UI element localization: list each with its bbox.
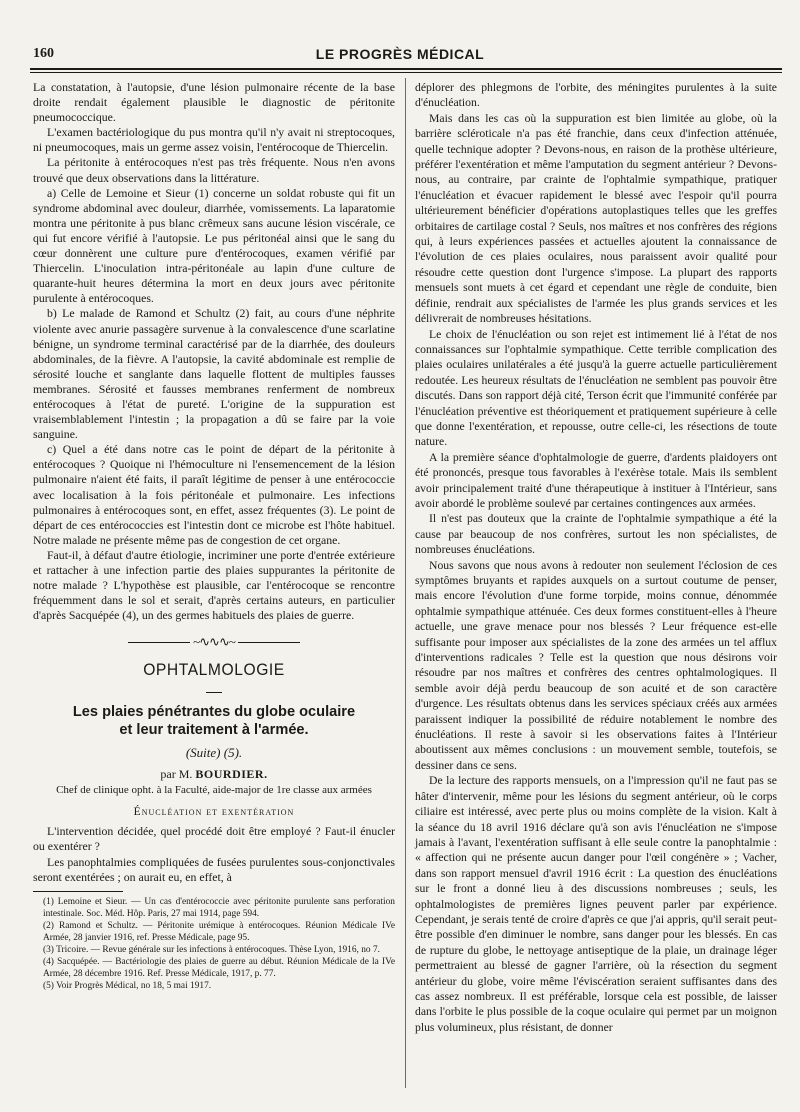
title-dash xyxy=(206,692,222,693)
footnote-rule xyxy=(33,891,123,892)
author-affiliation: Chef de clinique opht. à la Faculté, aide-major de 1re classe aux armées xyxy=(56,784,372,797)
ornament-line-left xyxy=(128,642,190,643)
left-paragraph-8: L'intervention décidée, quel procédé doit être employé ? Faut-il énucler ou exentérer ? xyxy=(33,824,395,854)
right-column xyxy=(415,80,777,1035)
left-paragraph-7: Faut-il, à défaut d'autre étiologie, incriminer une porte d'entrée extérieure et rattacher à une infection partie des plaies suppurantes la péritonite de notre malade ? L'hypothèse est plausible, car l'entérocoque se rencontre fréquemment dans le sol et serait, d'après certains auteurs, en particulier d'après Sacquépée (4), un des germes habituels des plaies de guerre. xyxy=(33,547,395,623)
footnote-1: (1) Lemoine et Sieur. — Un cas d'entérococcie avec péritonite purulente sans perforation intestinale. Soc. Méd. Hôp. Paris, 27 mai 1914, page 594. xyxy=(43,896,395,919)
left-column xyxy=(33,80,395,992)
left-paragraph-6: c) Quel a été dans notre cas le point de départ de la péritonite à entérocoques ? Quoique ni l'hémoculture ni l'ensemencement de la lésion pulmonaire n'aient été faits, il paraît légitime de penser à une entérococcie avec localisation à la fois péritonéale et pulmonaire. Les infections pulmonaires à entérocoques sont, en effet, assez fréquentes (3). Le point de départ de ces entérococcies est l'intestin dont ce microbe est l'hôte habituel. Notre malade ne présente même pas de congestion de cet organe. xyxy=(33,442,395,547)
column-divider xyxy=(405,78,406,1088)
right-paragraph-6: Nous savons que nous avons à redouter non seulement l'éclosion de ces symptômes bruyants et rapides auxquels on a surtout coutume de penser, mais encore l'évolution d'une forme torpide, moins connue, dénommée ophtalmie sympathique atténuée. Ces deux formes constituent-elles à l'heure actuelle, une grave menace pour nos blessés ? Leur fréquence est-elle suffisante pour imposer aux spécialistes de la zone des armées un tel afflux d'interventions radicales ? Telle est la question que nous désirons voir résoudre par nos maîtres et confrères des centres ophtalmologiques. Il semble avoir déjà perdu beaucoup de son acuité et de son caractère d'urgence. Les résultats obtenus dans les services spéciaux créés aux armées paraissent indiquer la possibilité de réduire notablement le nombre des énucléations. Il reste à savoir si les observations faites à l'Intérieur aboutissent aux mêmes conclusions : un mouvement semble, toutefois, se dessiner dans ce sens. xyxy=(415,558,777,772)
right-paragraph-7: De la lecture des rapports mensuels, on a l'impression qu'il ne faut pas se hâter d'intervenir, même pour les lésions du segment antérieur, où le corps ciliaire est intéressé, avec perte plus ou moins complète de la vision. Kalt à la séance du 18 avril 1916 déclare qu'à son avis l'énucléation ne s'impose jamais à l'avant, l'exentération suffisant à elle seule contre la panophtalmie : « affection qui ne présente aucun danger pour l'œil congénère » ; Vacher, dans son rapport mensuel d'avril 1916 écrit : La question des énucléations sur le front a donné lieu à des discussions nombreuses ; seuls, les ophtalmologistes de premières lignes peuvent parler par expérience. Cependant, je serais tenté de croire d'après ce que j'ai appris, qu'il serait peut-être possible d'en diminuer le nombre, sans danger pour les blessés. En cas de rupture du globe, le nettoyage antiseptique de la plaie, un drainage léger permettraient au blessé de gagner l'arrière, où la résection du segment antérieur du globe, voire même l'éviscération seraient suffisantes dans des cas assez nombreux. Il est préférable, lorsque cela est possible, de laisser dans l'orbite le plus possible de la coque oculaire qui permet par un moignon plus volumineux, plus résistant, de donner xyxy=(415,774,777,1034)
footnote-4: (4) Sacquépée. — Bactériologie des plaies de guerre au début. Réunion Médicale de la IVe Armée, 28 décembre 1916. Ref. Presse Médicale, 1917, p. 77. xyxy=(43,956,395,979)
left-paragraph-2: L'examen bactériologique du pus montra qu'il n'y avait ni streptocoques, ni pneumocoques, mais un germe assez voisin, l'entérocoque de Thiercelin. xyxy=(33,125,395,155)
left-paragraph-1: La constatation, à l'autopsie, d'une lésion pulmonaire récente de la base droite rendait également plausible le diagnostic de péritonite pneumococcique. xyxy=(33,80,395,125)
author-name: BOURDIER. xyxy=(195,767,268,782)
footnotes xyxy=(33,896,395,992)
left-paragraph-3: La péritonite à entérocoques n'est pas très fréquente. Nous n'en avons trouvé que deux observations dans la littérature. xyxy=(33,155,395,185)
right-paragraph-4: A la première séance d'ophtalmologie de guerre, d'ardents plaidoyers ont été prononcés, presque tous favorables à l'exérèse totale. Mais ils semblent avoir principalement traité d'une thérapeutique à instituer à l'Intérieur, sans avoir abordé le problème soulevé par certaines contingences aux armées. xyxy=(415,450,777,510)
article-suite: (Suite) (5). xyxy=(185,745,243,761)
right-paragraph-1: déplorer des phlegmons de l'orbite, des méningites purulentes à la suite d'énucléation. xyxy=(415,81,777,110)
ornament-wave-icon: ~∿∿∿~ xyxy=(193,634,235,650)
left-paragraph-5: b) Le malade de Ramond et Schultz (2) fait, au cours d'une néphrite violente avec anurie passagère survenue à la convalescence d'une scarlatine bénigne, un syndrome terminal caractérisé par de la diarrhée, des douleurs abdominales, de la fièvre. A l'autopsie, la cavité abdominale est remplie de sérosité louche et sanglante dans laquelle flottent de multiples fausses membranes. Sérosité et fausses membranes renferment de nombreux entérocoques à l'état de pureté. L'origine de la suppuration est vraisemblablement l'intestin ; la propagation a dû se faire par la voie sanguine. xyxy=(33,306,395,442)
running-head: LE PROGRÈS MÉDICAL xyxy=(315,46,485,62)
section-title: OPHTALMOLOGIE xyxy=(143,660,285,680)
right-paragraph-5: Il n'est pas douteux que la crainte de l'ophtalmie sympathique a été la cause par beaucoup de nos confrères, surtout les non spécialistes, de nombreuses énucléations. xyxy=(415,512,777,557)
section-ornament xyxy=(33,633,395,650)
right-paragraph-2: Mais dans les cas où la suppuration est bien limitée au globe, où la barrière scléroticale n'a pas été franchie, dans ceux d'infection atténuée, quelle technique adopter ? Devons-nous, en raison de la prothèse ultérieure, préférer l'exentération et même l'amputation du segment antérieur ? Devons-nous, au contraire, par crainte de l'ophtalmie sympathique, pratiquer l'énucléation et évacuer rapidement le blessé avec l'espoir qu'il pourra ultérieurement bénéficier d'opérations autoplastiques telles que les greffes orbitaires de cartilage costal ? Seuls, nos maîtres et nos confrères des régions qui, à leurs expériences passées et actuelles ajoutent la connaissance de l'évolution de ces plaies oculaires, nous paraissent avoir qualité pour résoudre cette question dont l'urgence s'impose. La plupart des rapports mensuels sont muets à cet égard et cependant une règle de conduite, bien définie, rendrait aux spécialistes de l'armée les plus grands services et les délivrerait de nombreuses hésitations. xyxy=(415,111,777,326)
page-number: 160 xyxy=(33,46,54,61)
left-paragraph-9: Les panophtalmies compliquées de fusées purulentes sous-conjonctivales seront exentérées ; on aurait eu, en effet, à xyxy=(33,854,395,884)
right-paragraph-3: Le choix de l'énucléation ou son rejet est intimement lié à l'état de nos connaissances sur l'ophtalmie sympathique. Cette terrible complication des plaies oculaires unilatérales a été jusqu'à la guerre actuelle particulièrement redoutée. Les heureux résultats de l'énucléation ne semblent pas pouvoir être discutés. Dans son rapport déjà cité, Terson écrit que l'immunité conférée par l'énucléation préventive est théoriquement et pratiquement supérieure à celle que donne l'exentération, et repousse, outre celle-ci, les résections de toute nature. xyxy=(415,327,777,449)
author-line xyxy=(33,767,395,782)
left-paragraph-4: a) Celle de Lemoine et Sieur (1) concerne un soldat robuste qui fit un syndrome abdominal avec douleur, diarrhée, vomissements. La laparatomie montra une péritonite à pus blanc crêmeux sans aucune lésion viscérale, ce qui fut encore vérifié à l'autopsie. Le pus péritonéal ainsi que le sang du cœur donnèrent une culture pure d'entérocoques, examen vérifié par Thiercelin. L'inoculation intra-péritonéale au lapin d'une culture de quarante-huit heures détermina la mort en deux jours avec péritonite purulente à entérocoques. xyxy=(33,185,395,306)
footnote-3: (3) Tricoire. — Revue générale sur les infections à entérocoques. Thèse Lyon, 1916, no 7. xyxy=(43,944,380,955)
header-rule-thick xyxy=(30,68,782,70)
article-title-line-2: et leur traitement à l'armée. xyxy=(119,722,309,739)
footnote-2: (2) Ramond et Schultz. — Péritonite urémique à entérocoques. Réunion Médicale IVe Armée, 28 janvier 1916, ref. Presse Médicale, page 95. xyxy=(43,920,395,943)
article-title-line-1: Les plaies pénétrantes du globe oculaire xyxy=(72,704,356,721)
footnote-5: (5) Voir Progrès Médical, no 18, 5 mai 1917. xyxy=(43,980,212,991)
subsection-heading: Énucléation et exentération xyxy=(133,806,295,819)
header-rule-thin xyxy=(30,72,782,73)
ornament-line-right xyxy=(238,642,300,643)
author-prefix: par M. xyxy=(160,767,193,782)
